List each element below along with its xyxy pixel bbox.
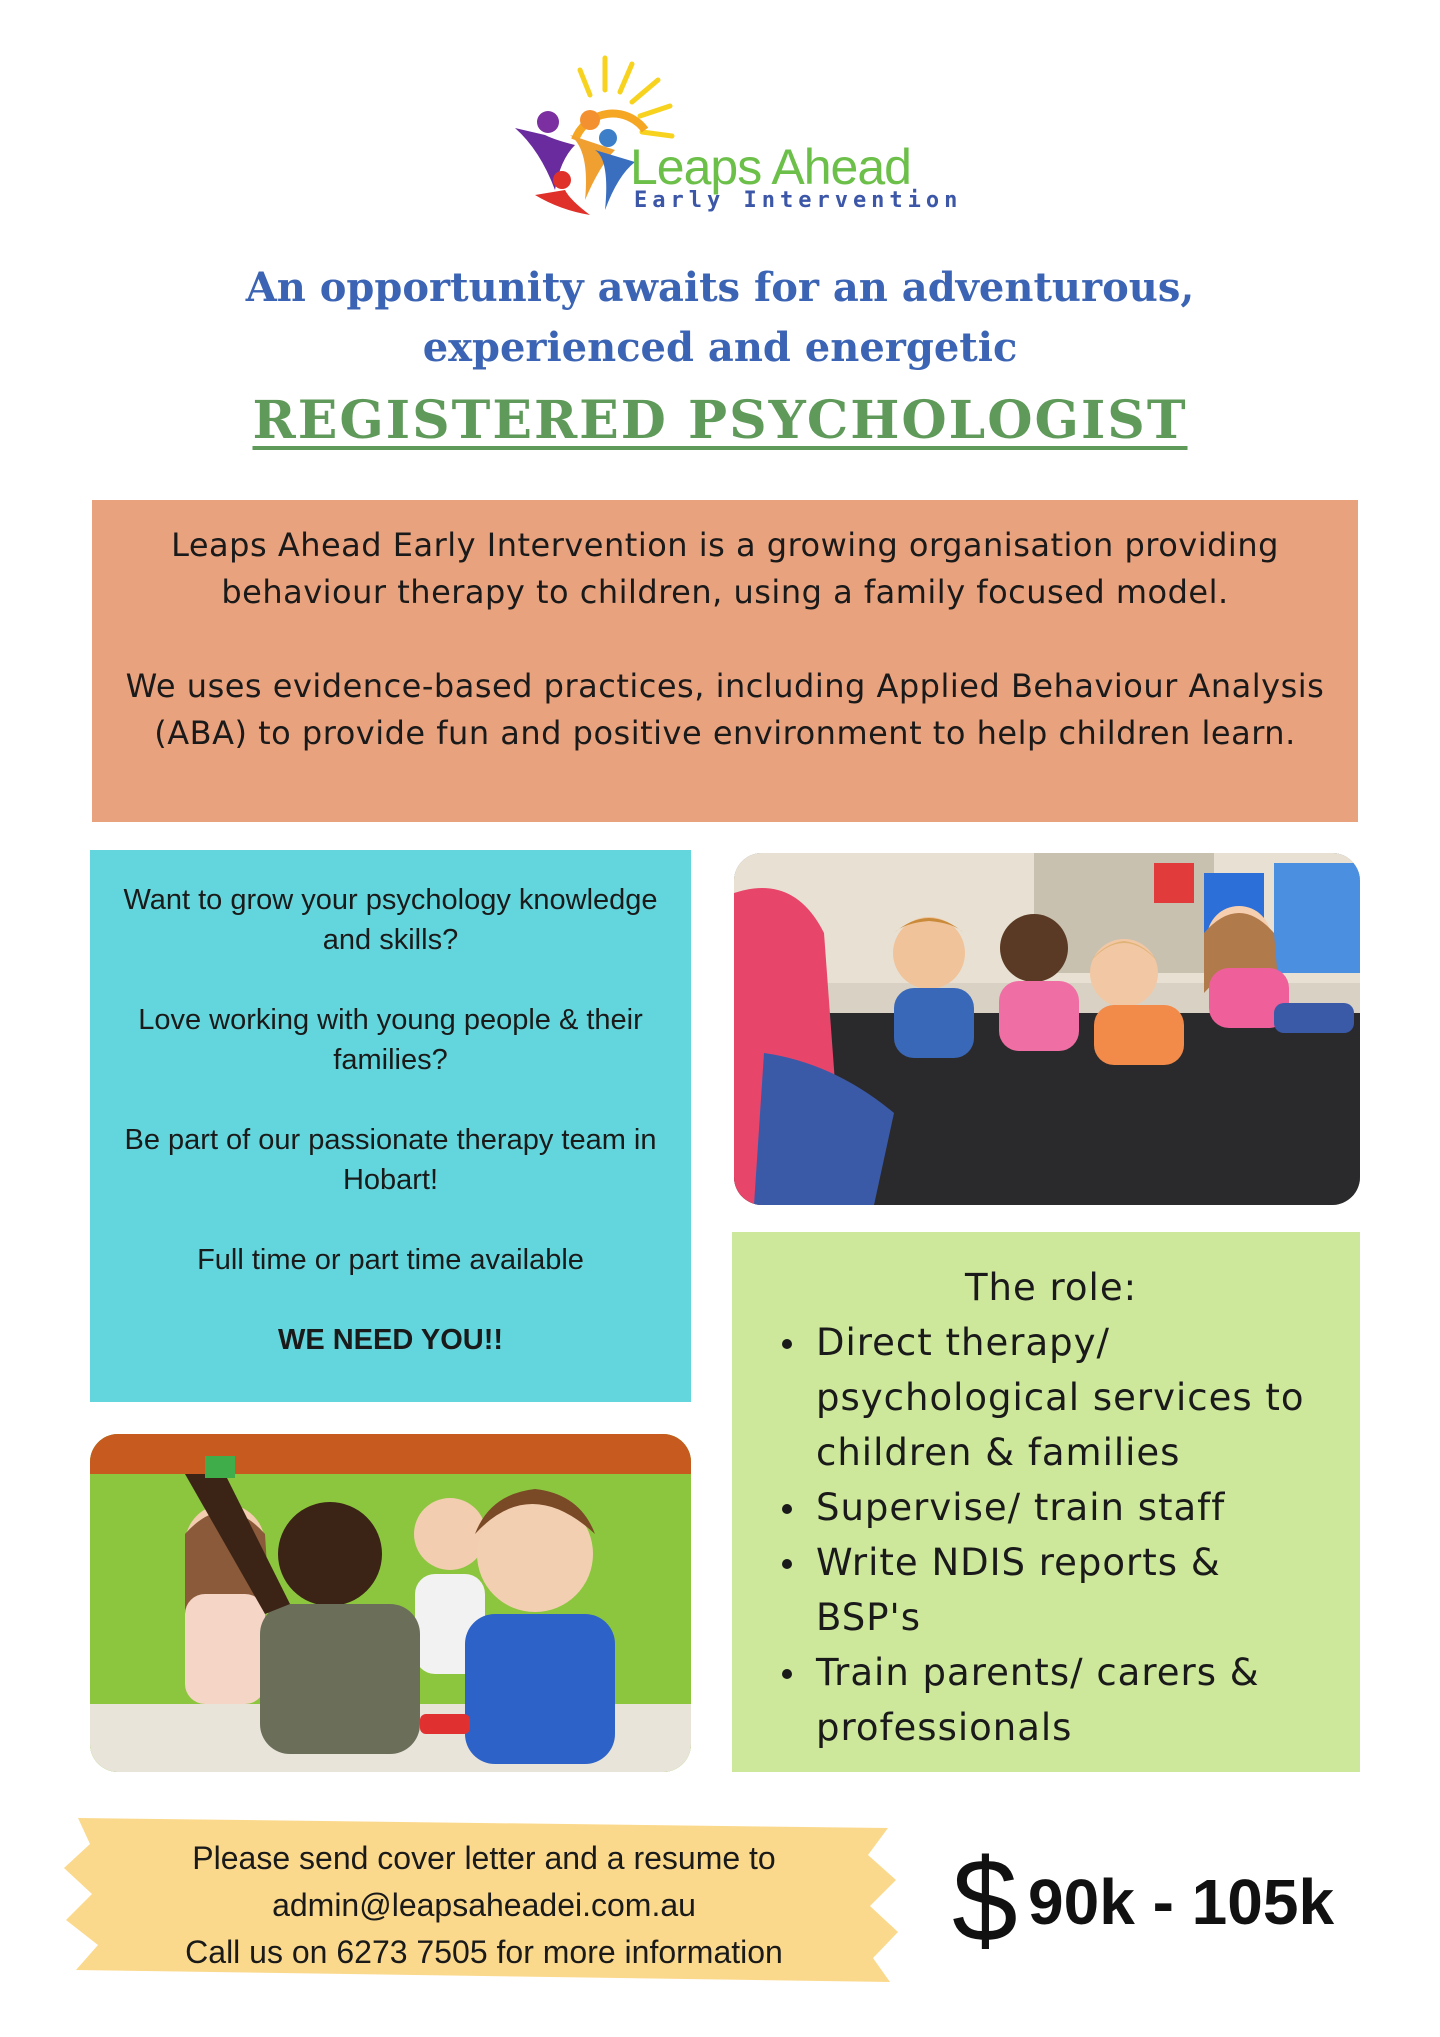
callout-availability: Full time or part time available bbox=[197, 1244, 584, 1276]
intro-paragraph-1: Leaps Ahead Early Intervention is a growing organisation providing behaviour therapy to children, using a family focused model. bbox=[171, 526, 1279, 611]
role-item: Direct therapy/ psychological services to children & families bbox=[816, 1315, 1330, 1480]
logo-name: Leaps Ahead bbox=[630, 139, 911, 195]
callout-question-3: Be part of our passionate therapy team in Hobart! bbox=[124, 1124, 657, 1196]
intro-paragraph-2: We uses evidence-based practices, including Applied Behaviour Analysis (ABA) to provide fun and positive environment to help children learn. bbox=[125, 667, 1325, 752]
logo bbox=[500, 50, 963, 230]
salary bbox=[952, 1836, 1372, 1966]
salary-range: 90k - 105k bbox=[1028, 1866, 1335, 1938]
role-block bbox=[732, 1232, 1360, 1772]
contact-phone-line: Call us on 6273 7505 for more information bbox=[185, 1934, 783, 1970]
intro-block bbox=[92, 500, 1358, 822]
role-item: Write NDIS reports & BSP's bbox=[816, 1535, 1330, 1645]
role-item: Supervise/ train staff bbox=[816, 1480, 1330, 1535]
dollar-icon: $ bbox=[952, 1835, 1018, 1967]
contact-email[interactable]: admin@leapsaheadei.com.au bbox=[272, 1887, 696, 1923]
role-heading: The role: bbox=[964, 1266, 1138, 1309]
headline-line-2: experienced and energetic bbox=[422, 324, 1018, 371]
callout-cta: WE NEED YOU!! bbox=[277, 1324, 504, 1356]
callout-block bbox=[90, 850, 691, 1402]
contact-line-1: Please send cover letter and a resume to bbox=[192, 1840, 776, 1876]
logo-tagline: Early Intervention bbox=[634, 188, 963, 213]
headline-line-1: An opportunity awaits for an adventurous, bbox=[245, 264, 1195, 311]
job-title bbox=[0, 390, 1440, 451]
role-list bbox=[772, 1315, 1330, 1755]
photo-children-playing bbox=[90, 1434, 691, 1772]
job-title-text: REGISTERED PSYCHOLOGIST bbox=[252, 390, 1188, 451]
photo-children-on-mat bbox=[734, 853, 1360, 1205]
contact-banner bbox=[58, 1810, 910, 1986]
callout-question-1: Want to grow your psychology knowledge and skills? bbox=[123, 884, 658, 956]
callout-question-2: Love working with young people & their families? bbox=[138, 1004, 643, 1076]
role-item: Train parents/ carers & professionals bbox=[816, 1645, 1330, 1755]
